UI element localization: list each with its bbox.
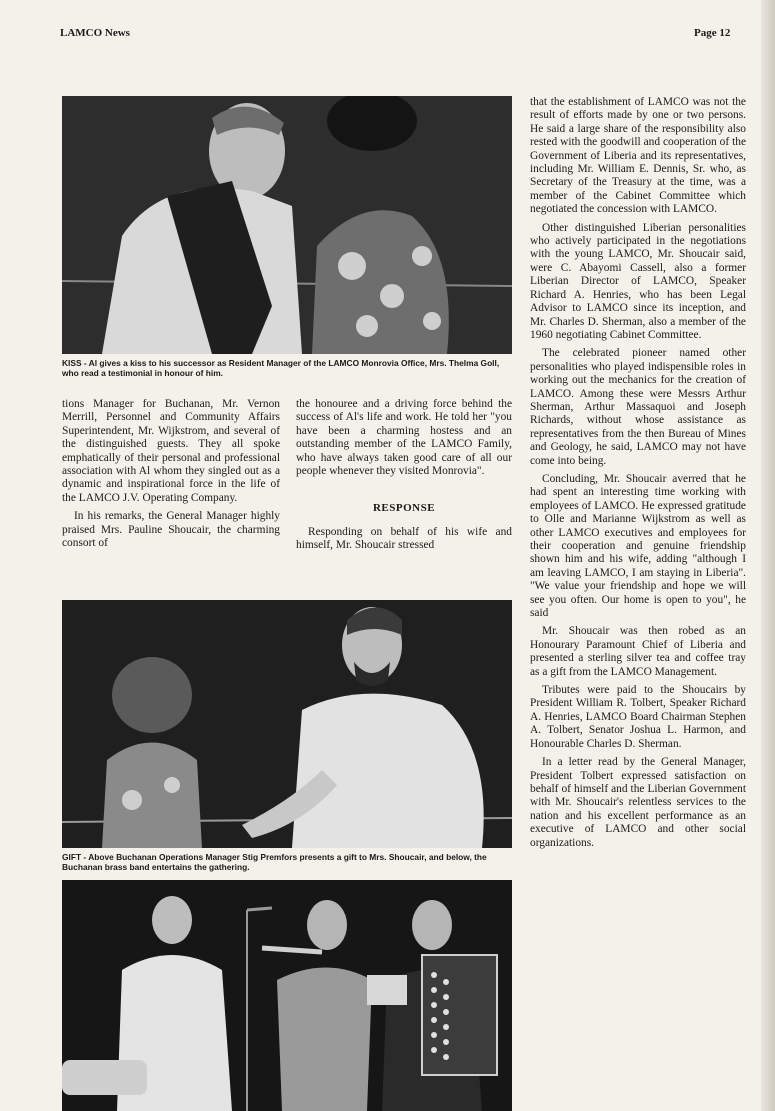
page-number: Page 12 <box>694 27 731 39</box>
band-photo <box>62 880 512 1111</box>
right-paragraph-7: In a letter read by the General Manager, President Tolbert expressed satisfaction on behalf of himself and the Liberian Government with Mr. Shoucair's relentless services to the nation and his excellent performance as an executive of LAMCO and other social organizations. <box>530 756 746 849</box>
gift-photo <box>62 600 512 848</box>
right-paragraph-6: Tributes were paid to the Shoucairs by President William R. Tolbert, Speaker Richard A. Henries, LAMCO Board Chairman Stephen A. Tolbert, Senator Joshua L. Harmon, and Honourable Charles D. Sherman. <box>530 684 746 750</box>
response-heading: RESPONSE <box>372 502 436 515</box>
right-paragraph-4: Concluding, Mr. Shoucair averred that he had spent an interesting time working with employees of LAMCO. He expressed gratitude to Olle and Marianne Wijkstrom as well as other LAMCO executives and employees for their cooperation and genuine friendship shown him and his wife, adding "although I am leaving LAMCO, I am staying in Liberia". "We value your friendship and hope we will see you often. Our home is open to you", he said <box>530 472 746 620</box>
right-column <box>530 96 746 855</box>
right-paragraph-5: Mr. Shoucair was then robed as an Honourary Paramount Chief of Liberia and presented a sterling silver tea and coffee tray as a gift from the LAMCO Management. <box>530 625 746 678</box>
middle-paragraph-2: Responding on behalf of his wife and himself, Mr. Shoucair stressed <box>296 525 512 552</box>
page-edge <box>761 0 775 1111</box>
kiss-caption: KISS - Al gives a kiss to his successor as Resident Manager of the LAMCO Monrovia Office, Mrs. Thelma Goll, who read a testimonial in honour of him. <box>62 358 500 378</box>
right-paragraph-3: The celebrated pioneer named other personalities who played indispensible roles in working out the mechanics for the creation of LAMCO. Among these were Messrs Arthur Sherman, Arthur Massaquoi and Joseph Richards, without whose assistance as representatives from the then Bureau of Mines and Geology, he said, LAMCO may not have come into being. <box>530 347 746 467</box>
right-paragraph-1: that the establishment of LAMCO was not the result of efforts made by one or two persons. He said a large share of the responsibility also rested with the goodwill and cooperation of the Government of Liberia and its representatives, including Mr. William E. Dennis, Sr. who, as Secretary of the Treasury at the time, was a member of the Cabinet Committee which negotiated the concession with LAMCO. <box>530 96 746 216</box>
middle-column <box>296 398 512 558</box>
left-column <box>62 398 280 555</box>
right-paragraph-2: Other distinguished Liberian personalities who actively participated in the negotiations with the young LAMCO, Mr. Shoucair said, were C. Abayomi Cassell, also a former Liberian Director of LAMCO, Speaker Richard A. Henries, who has been Legal Advisor to LAMCO since its inception, and Mr. Charles D. Sherman, also a member of the 1960 negotiating Cabinet Committee. <box>530 221 746 341</box>
publication-title: LAMCO News <box>60 27 130 39</box>
middle-paragraph-1: the honouree and a driving force behind the success of Al's life and work. He told her "you have been a charming hostess and an outstanding member of the LAMCO Family, who have always taken good care of all our people whenever they visited Monrovia". <box>296 398 512 478</box>
left-paragraph-1: tions Manager for Buchanan, Mr. Vernon Merrill, Personnel and Community Affairs Superintendent, Mr. Wijkstrom, and several of the distinguished guests. They all spoke emphatically of their personal and professional association with Al whom they singled out as a dynamic and inspirational force in the life of the LAMCO J.V. Operating Company. <box>62 398 280 504</box>
kiss-photo <box>62 96 512 354</box>
left-paragraph-2: In his remarks, the General Manager highly praised Mrs. Pauline Shoucair, the charming consort of <box>62 510 280 550</box>
gift-caption: GIFT - Above Buchanan Operations Manager Stig Premfors presents a gift to Mrs. Shoucair, and below, the Buchanan brass band entertains the gathering. <box>62 852 487 872</box>
